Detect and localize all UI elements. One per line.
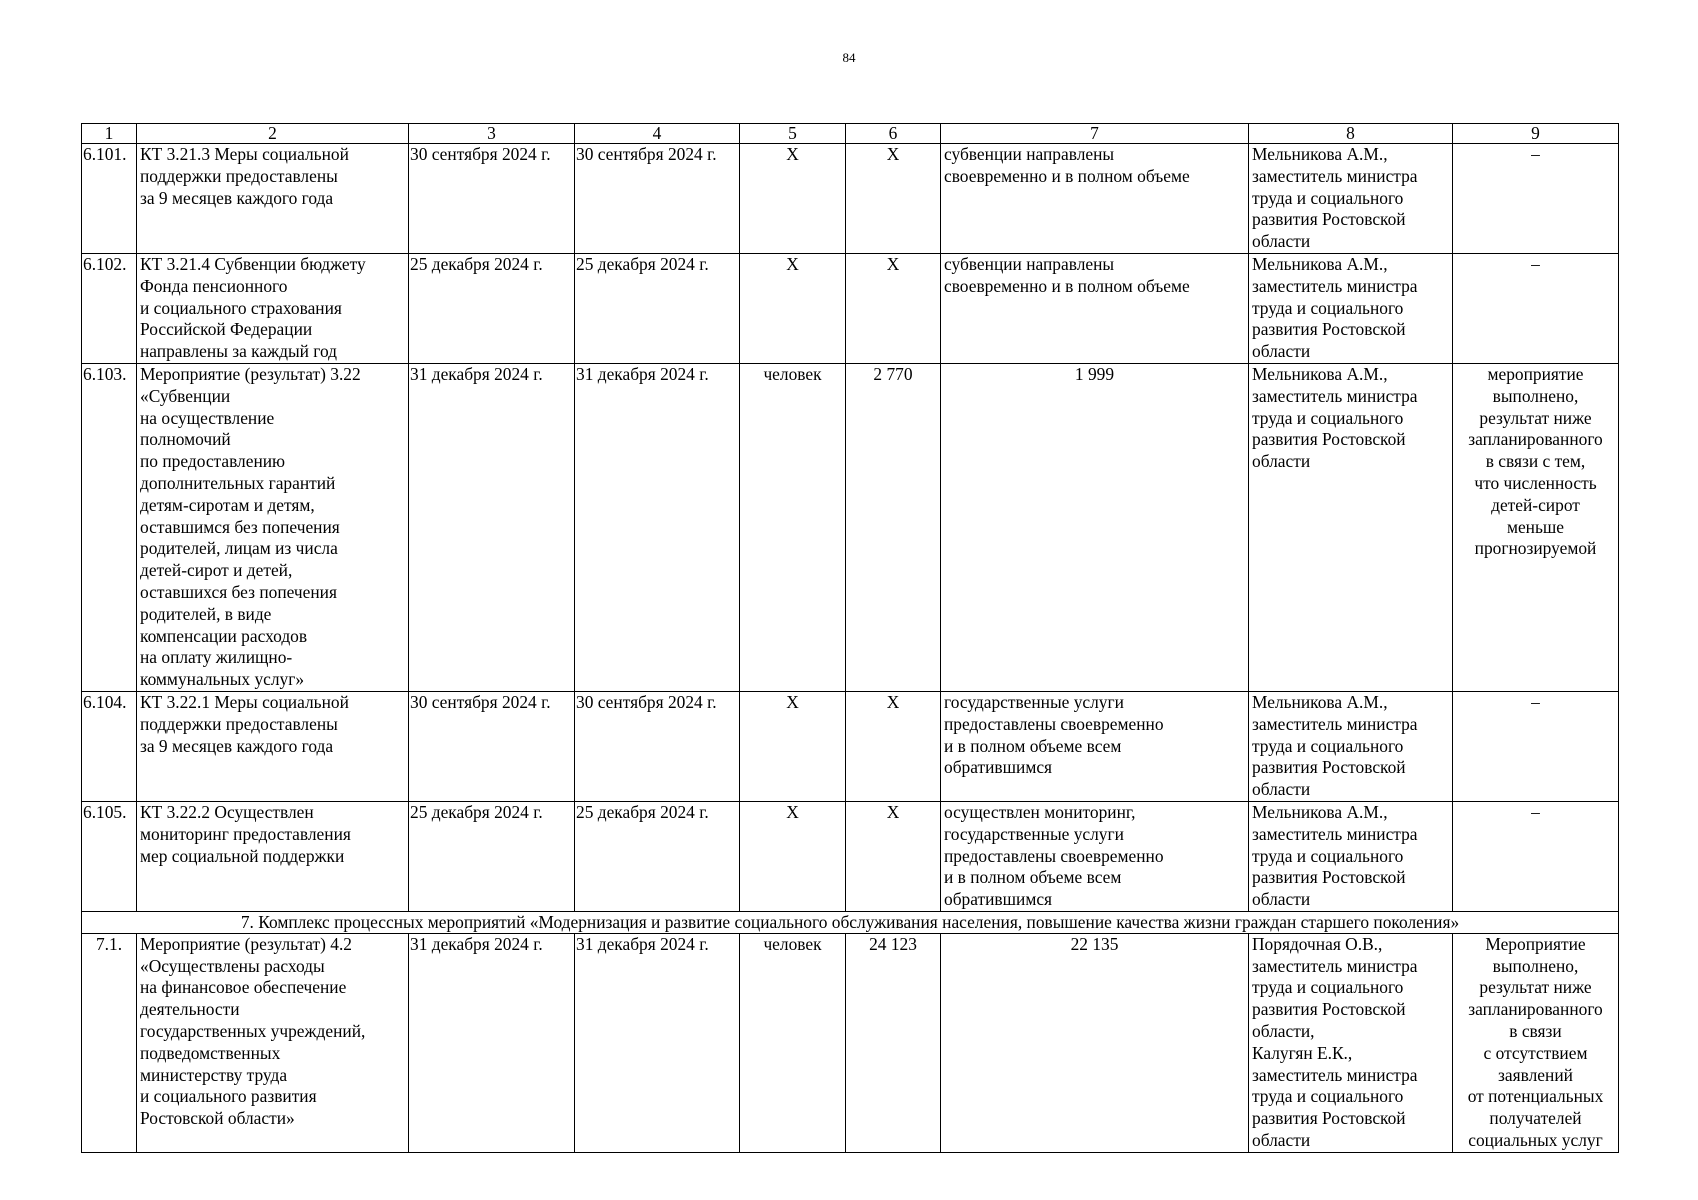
- event-name-cell: КТ 3.22.1 Меры социальной поддержки предоставлены за 9 месяцев каждого года: [137, 691, 409, 801]
- column-number-header-row: [82, 124, 1619, 144]
- actual-value-cell: 22 135: [941, 933, 1249, 1152]
- planned-value-cell: 2 770: [846, 363, 941, 691]
- table-row: [82, 144, 1619, 254]
- planned-value-cell: X: [846, 801, 941, 911]
- column-header: 5: [740, 124, 846, 144]
- planned-date-cell: 30 сентября 2024 г.: [409, 691, 575, 801]
- planned-value-cell: 24 123: [846, 933, 941, 1152]
- planned-value-cell: X: [846, 253, 941, 363]
- table-row: [82, 801, 1619, 911]
- responsible-person-cell: Мельникова А.М., заместитель министра труда и социального развития Ростовской области: [1249, 144, 1453, 254]
- column-header: 2: [137, 124, 409, 144]
- event-name-cell: КТ 3.21.3 Меры социальной поддержки предоставлены за 9 месяцев каждого года: [137, 144, 409, 254]
- event-name-cell: Мероприятие (результат) 4.2 «Осуществлены расходы на финансовое обеспечение деятельности государственных учреждений, подведомственных министерству труда и социального развития Ростовской области»: [137, 933, 409, 1152]
- note-cell: –: [1453, 691, 1619, 801]
- unit-of-measure-cell: человек: [740, 933, 846, 1152]
- column-header: 1: [82, 124, 137, 144]
- unit-of-measure-cell: X: [740, 691, 846, 801]
- note-cell: мероприятие выполнено, результат ниже запланированного в связи с тем, что численность детей-сирот меньше прогнозируемой: [1453, 363, 1619, 691]
- actual-value-cell: субвенции направлены своевременно и в полном объеме: [941, 253, 1249, 363]
- planned-date-cell: 31 декабря 2024 г.: [409, 933, 575, 1152]
- row-number-cell: 6.105.: [82, 801, 137, 911]
- column-header: 4: [575, 124, 740, 144]
- section-title: 7. Комплекс процессных мероприятий «Модернизация и развитие социального обслуживания населения, повышение качества жизни граждан старшего поколения»: [82, 911, 1619, 933]
- table-row: [82, 933, 1619, 1152]
- responsible-person-cell: Мельникова А.М., заместитель министра труда и социального развития Ростовской области: [1249, 253, 1453, 363]
- unit-of-measure-cell: человек: [740, 363, 846, 691]
- note-cell: Мероприятие выполнено, результат ниже запланированного в связи с отсутствием заявлений от потенциальных получателей социальных услуг: [1453, 933, 1619, 1152]
- actual-date-cell: 25 декабря 2024 г.: [575, 253, 740, 363]
- actual-date-cell: 31 декабря 2024 г.: [575, 363, 740, 691]
- actual-date-cell: 25 декабря 2024 г.: [575, 801, 740, 911]
- actual-date-cell: 30 сентября 2024 г.: [575, 691, 740, 801]
- report-table: [81, 123, 1619, 1153]
- responsible-person-cell: Мельникова А.М., заместитель министра труда и социального развития Ростовской области: [1249, 363, 1453, 691]
- column-header: 3: [409, 124, 575, 144]
- row-number-cell: 6.102.: [82, 253, 137, 363]
- responsible-person-cell: Мельникова А.М., заместитель министра труда и социального развития Ростовской области: [1249, 691, 1453, 801]
- row-number-cell: 6.104.: [82, 691, 137, 801]
- responsible-person-cell: Порядочная О.В., заместитель министра труда и социального развития Ростовской области, Калугян Е.К., заместитель министра труда и социального развития Ростовской области: [1249, 933, 1453, 1152]
- event-name-cell: КТ 3.21.4 Субвенции бюджету Фонда пенсионного и социального страхования Российской Федерации направлены за каждый год: [137, 253, 409, 363]
- actual-value-cell: государственные услуги предоставлены своевременно и в полном объеме всем обратившимся: [941, 691, 1249, 801]
- unit-of-measure-cell: X: [740, 801, 846, 911]
- planned-date-cell: 25 декабря 2024 г.: [409, 253, 575, 363]
- note-cell: –: [1453, 253, 1619, 363]
- column-header: 9: [1453, 124, 1619, 144]
- note-cell: –: [1453, 801, 1619, 911]
- column-header: 7: [941, 124, 1249, 144]
- planned-value-cell: X: [846, 144, 941, 254]
- page-number: 84: [842, 50, 856, 65]
- unit-of-measure-cell: X: [740, 253, 846, 363]
- column-header: 6: [846, 124, 941, 144]
- responsible-person-cell: Мельникова А.М., заместитель министра труда и социального развития Ростовской области: [1249, 801, 1453, 911]
- planned-date-cell: 31 декабря 2024 г.: [409, 363, 575, 691]
- row-number-cell: 7.1.: [82, 933, 137, 1152]
- table-row: [82, 363, 1619, 691]
- table-row: [82, 691, 1619, 801]
- row-number-cell: 6.103.: [82, 363, 137, 691]
- actual-value-cell: 1 999: [941, 363, 1249, 691]
- actual-date-cell: 30 сентября 2024 г.: [575, 144, 740, 254]
- column-header: 8: [1249, 124, 1453, 144]
- table-row: [82, 253, 1619, 363]
- actual-date-cell: 31 декабря 2024 г.: [575, 933, 740, 1152]
- actual-value-cell: субвенции направлены своевременно и в полном объеме: [941, 144, 1249, 254]
- planned-date-cell: 25 декабря 2024 г.: [409, 801, 575, 911]
- row-number-cell: 6.101.: [82, 144, 137, 254]
- event-name-cell: Мероприятие (результат) 3.22 «Субвенции на осуществление полномочий по предоставлению дополнительных гарантий детям-сиротам и детям, оставшимся без попечения родителей, лицам из числа детей-сирот и детей, оставшихся без попечения родителей, в виде компенсации расходов на оплату жилищно- коммунальных услуг»: [137, 363, 409, 691]
- unit-of-measure-cell: X: [740, 144, 846, 254]
- planned-value-cell: X: [846, 691, 941, 801]
- section-row: [82, 911, 1619, 933]
- event-name-cell: КТ 3.22.2 Осуществлен мониторинг предоставления мер социальной поддержки: [137, 801, 409, 911]
- planned-date-cell: 30 сентября 2024 г.: [409, 144, 575, 254]
- note-cell: –: [1453, 144, 1619, 254]
- actual-value-cell: осуществлен мониторинг, государственные услуги предоставлены своевременно и в полном объеме всем обратившимся: [941, 801, 1249, 911]
